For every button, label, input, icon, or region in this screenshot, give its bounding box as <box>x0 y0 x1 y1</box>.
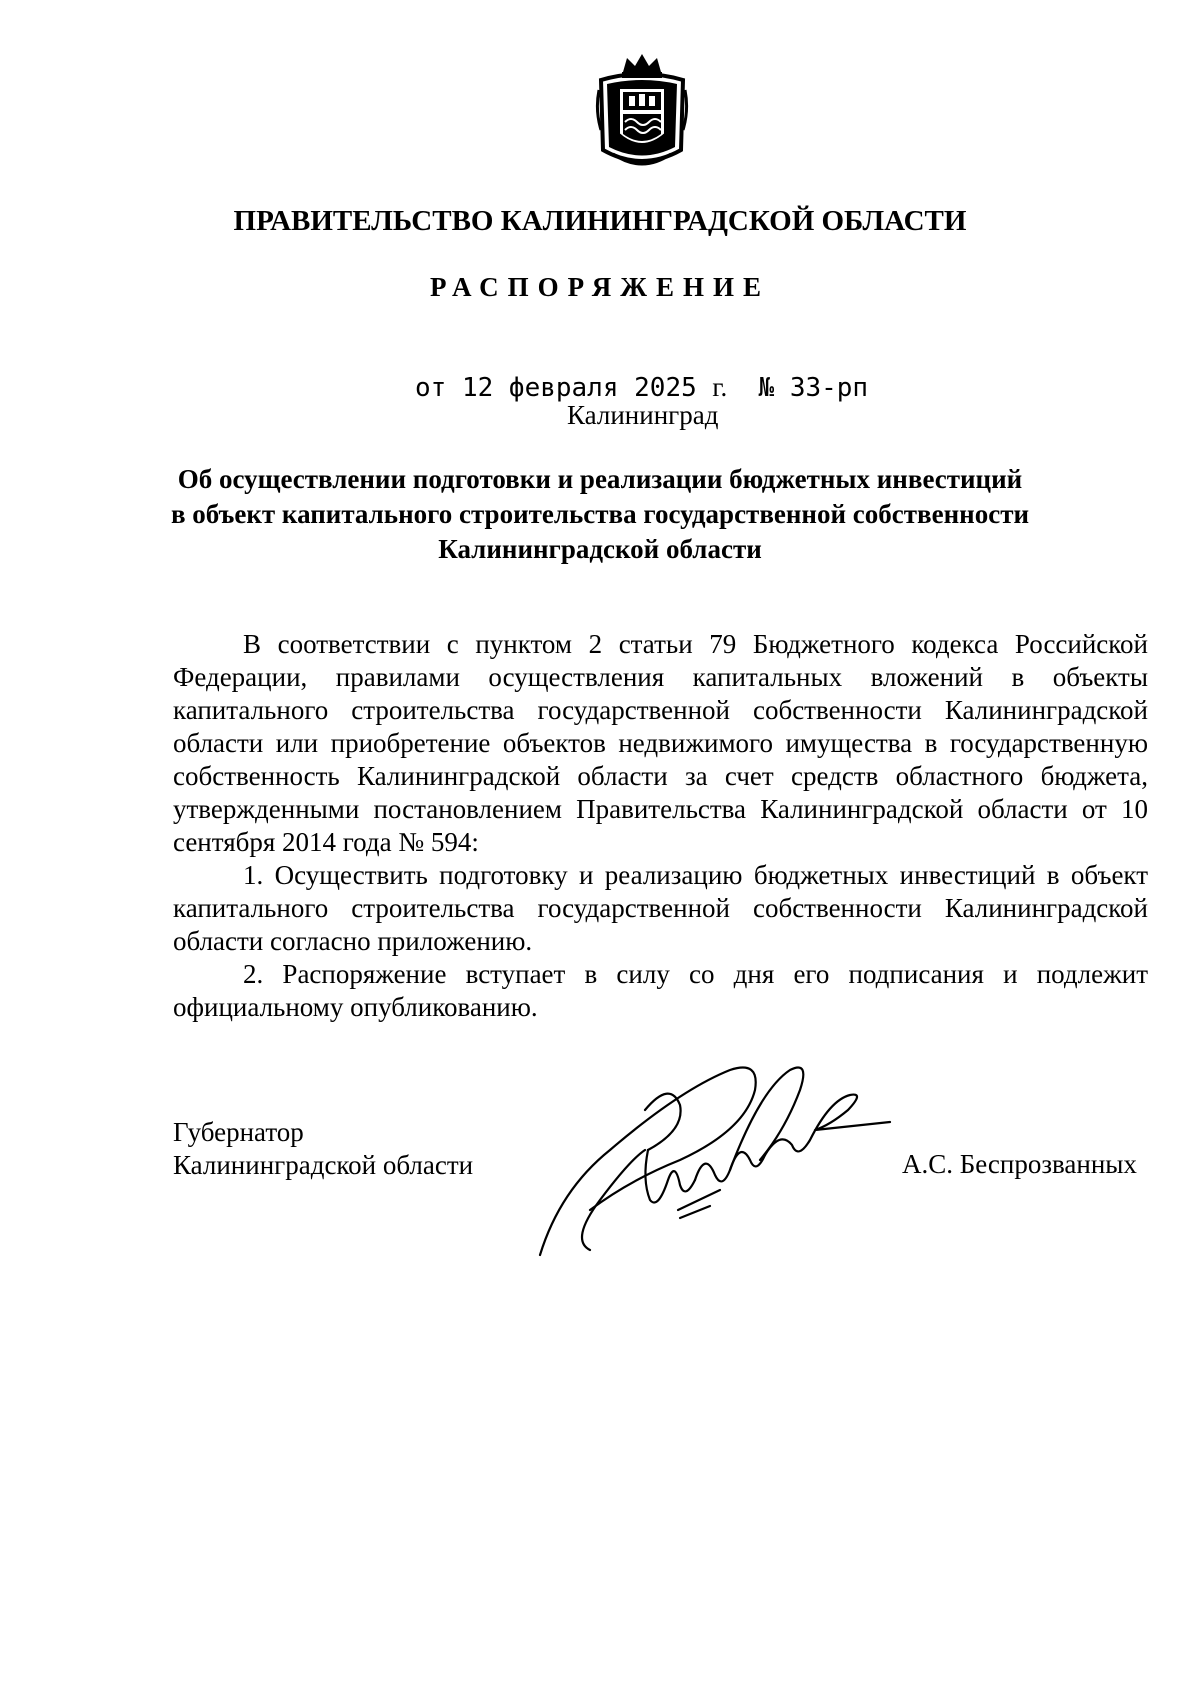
date-number-line <box>415 372 868 403</box>
document-date: от 12 февраля 2025 <box>415 373 697 403</box>
order-item-2: 2. Распоряжение вступает в силу со дня его подписания и подлежит официальному опубликованию. <box>173 959 1148 1022</box>
organization-title: ПРАВИТЕЛЬСТВО КАЛИНИНГРАДСКОЙ ОБЛАСТИ <box>233 205 967 237</box>
document-city: Калининград <box>567 400 719 430</box>
position-line: Губернатор <box>173 1117 304 1147</box>
year-suffix: г. <box>712 372 728 402</box>
subject-line: Об осуществлении подготовки и реализации бюджетных инвестиций <box>177 464 1023 494</box>
subject-line: Калининградской области <box>438 534 762 564</box>
preamble-paragraph: В соответствии с пунктом 2 статьи 79 Бюджетного кодекса Российской Федерации, правилами осуществления капитальных вложений в объекты капитального строительства государственной собственности Калининградской области или приобретение объектов недвижимого имущества в государственную собственность Калининградской области за счет средств областного бюджета, утвержденными постановлением Правительства Калининградской области от 10 сентября 2014 года № 594: <box>173 629 1148 857</box>
document-body <box>173 628 1148 1024</box>
document-number: № 33-рп <box>758 373 869 403</box>
document-subject <box>150 462 1050 567</box>
signatory-name: А.С. Беспрозванных <box>902 1149 1137 1179</box>
signatory-position <box>173 1116 473 1182</box>
handwritten-signature-icon <box>530 1050 910 1260</box>
subject-line: в объект капитального строительства государственной собственности <box>170 499 1030 529</box>
coat-of-arms-icon <box>593 50 691 175</box>
order-item-1: 1. Осуществить подготовку и реализацию бюджетных инвестиций в объект капитального строительства государственной собственности Калининградской области согласно приложению. <box>173 860 1148 956</box>
position-line: Калининградской области <box>173 1150 474 1180</box>
document-type: РАСПОРЯЖЕНИЕ <box>429 272 771 302</box>
